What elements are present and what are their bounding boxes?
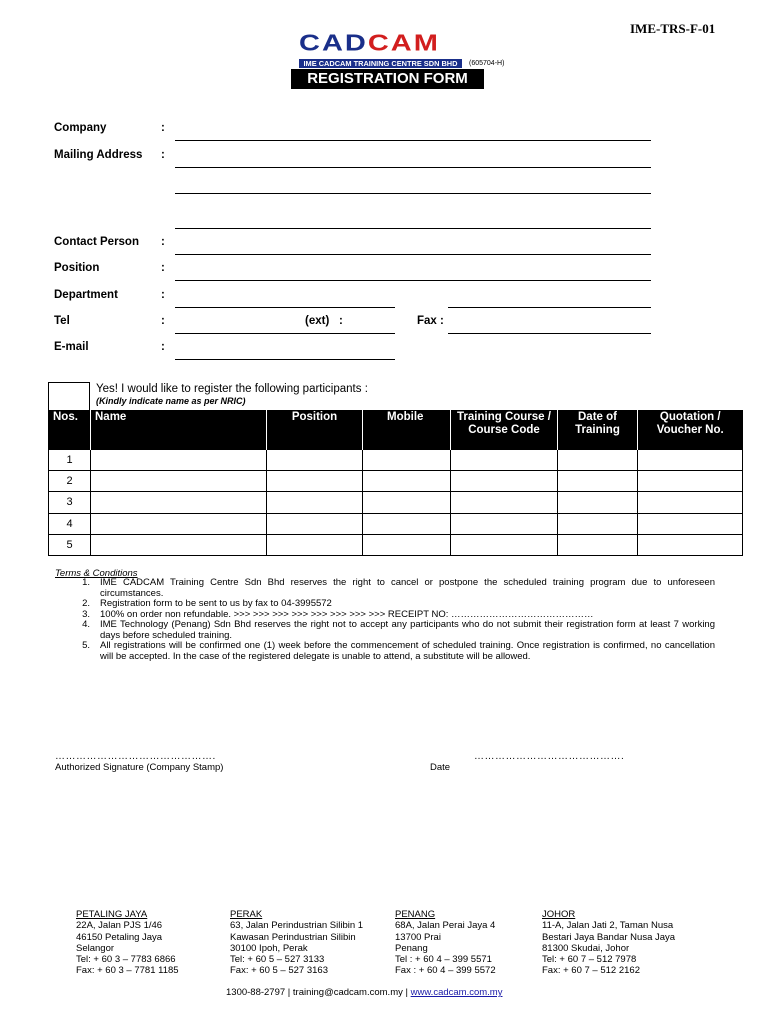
table-cell[interactable] (363, 449, 451, 470)
row-number: 4 (49, 513, 91, 534)
term-text: IME Technology (Penang) Sdn Bhd reserves the right not to accept any participants who do not submit their registration form at least 7 working days before scheduled training. (100, 619, 715, 641)
participants-table (48, 410, 743, 556)
table-cell[interactable] (363, 513, 451, 534)
office-line: Kawasan Perindustrian Silibin (230, 931, 356, 943)
office-line: 22A, Jalan PJS 1/46 (76, 920, 163, 932)
ext-label: (ext) (305, 315, 330, 327)
office-line: 30100 Ipoh, Perak (230, 942, 308, 954)
term-item (55, 599, 715, 610)
table-cell[interactable] (91, 535, 267, 556)
term-number: 5. (82, 640, 90, 651)
term-number: 2. (82, 598, 90, 609)
contact-person-label: Contact Person (54, 236, 139, 248)
office-johor (542, 909, 675, 977)
table-cell[interactable] (638, 470, 743, 491)
department-field[interactable] (175, 307, 395, 308)
register-note: (Kindly indicate name as per NRIC) (96, 396, 246, 406)
company-reg-no: (605704-H) (469, 60, 505, 67)
table-cell[interactable] (363, 492, 451, 513)
date-line[interactable]: ……………………………………. (474, 751, 625, 762)
term-item (55, 620, 715, 641)
table-cell[interactable] (638, 449, 743, 470)
register-checkbox[interactable] (48, 382, 90, 410)
table-cell[interactable] (638, 535, 743, 556)
table-row (49, 492, 743, 513)
table-header-row (49, 410, 743, 449)
colon: : (161, 289, 165, 301)
table-cell[interactable] (558, 449, 638, 470)
logo-wordmark (299, 30, 463, 57)
office-penang (395, 909, 496, 977)
office-line: Selangor (76, 942, 115, 954)
row-number: 2 (49, 470, 91, 491)
table-cell[interactable] (363, 470, 451, 491)
table-cell[interactable] (267, 449, 363, 470)
colon: : (161, 236, 165, 248)
fax-label: Fax (417, 315, 437, 327)
table-cell[interactable] (558, 470, 638, 491)
office-tel: Tel: + 60 7 – 512 7978 (542, 954, 637, 966)
table-cell[interactable] (91, 470, 267, 491)
table-cell[interactable] (558, 492, 638, 513)
form-title: REGISTRATION FORM (291, 69, 484, 89)
email-label: E-mail (54, 341, 89, 353)
table-cell[interactable] (558, 513, 638, 534)
office-line: 46150 Petaling Jaya (76, 931, 163, 943)
table-row (49, 535, 743, 556)
position-label: Position (54, 262, 100, 274)
term-text: IME CADCAM Training Centre Sdn Bhd reserves the right to cancel or postpone the scheduled training program due to unforeseen circumstances. (100, 577, 715, 599)
col-mobile: Mobile (363, 410, 451, 449)
logo-cam: CAM (367, 30, 440, 57)
office-line: 81300 Skudai, Johor (542, 942, 630, 954)
term-text: All registrations will be confirmed one (1) week before the commencement of scheduled training. Once registration is confirmed, no cancellation will be accepted. In the case of the registered delegate is unable to attend, a substitute will be allowed. (100, 640, 715, 662)
table-cell[interactable] (91, 449, 267, 470)
col-date-of-training: Date of Training (558, 410, 638, 449)
term-number: 4. (82, 619, 90, 630)
website-link[interactable]: www.cadcam.com.my (410, 987, 503, 998)
colon: : (161, 315, 165, 327)
table-row (49, 449, 743, 470)
colon: : (161, 149, 165, 161)
table-cell[interactable] (558, 535, 638, 556)
office-line: 11-A, Jalan Jati 2, Taman Nusa (542, 920, 674, 932)
register-intro: Yes! I would like to register the following participants : (96, 383, 368, 395)
table-cell[interactable] (91, 492, 267, 513)
col-training-course: Training Course / Course Code (451, 410, 558, 449)
office-line: 63, Jalan Perindustrian Silibin 1 (230, 920, 364, 932)
office-line: Bestari Jaya Bandar Nusa Jaya (542, 931, 676, 943)
colon: : (440, 315, 444, 327)
row-number: 3 (49, 492, 91, 513)
company-field[interactable] (175, 140, 651, 141)
office-fax: Fax: + 60 5 – 527 3163 (230, 965, 328, 977)
department-label: Department (54, 289, 118, 301)
row-number: 5 (49, 535, 91, 556)
table-cell[interactable] (638, 513, 743, 534)
terms-title: Terms & Conditions (55, 568, 138, 579)
fax-field[interactable] (448, 333, 651, 334)
table-cell[interactable] (267, 492, 363, 513)
colon: : (161, 122, 165, 134)
office-fax: Fax : + 60 4 – 399 5572 (395, 965, 496, 977)
footer-contact (226, 987, 502, 998)
mailing-address-field-3[interactable] (175, 228, 651, 229)
term-number: 1. (82, 577, 90, 588)
cadcam-logo (299, 30, 463, 68)
term-item (55, 641, 715, 662)
office-tel: Tel : + 60 4 – 399 5571 (395, 954, 492, 966)
office-name: PETALING JAYA (76, 909, 148, 920)
office-fax: Fax: + 60 3 – 7781 1185 (76, 965, 179, 977)
date-label: Date (430, 762, 451, 773)
mailing-address-field-2[interactable] (175, 193, 651, 194)
term-item (55, 578, 715, 599)
office-name: JOHOR (542, 909, 576, 920)
table-cell[interactable] (267, 513, 363, 534)
table-cell[interactable] (267, 470, 363, 491)
colon: : (161, 262, 165, 274)
colon: : (339, 315, 343, 327)
office-name: PENANG (395, 909, 436, 920)
footer-contact-text: 1300-88-2797 | training@cadcam.com.my | (226, 987, 408, 998)
contact-person-field[interactable] (175, 254, 651, 255)
email-field[interactable] (175, 359, 395, 360)
mailing-address-field-1[interactable] (175, 167, 651, 168)
row-number: 1 (49, 449, 91, 470)
tel-label: Tel (54, 315, 70, 327)
office-line: 68A, Jalan Perai Jaya 4 (395, 920, 496, 932)
table-cell[interactable] (451, 535, 558, 556)
term-text: 100% on order non refundable. >>> >>> >>> >>> >>> >>> >>> >>> RECEIPT NO: ……………………………………… (100, 608, 594, 620)
logo-company-bar: IME CADCAM TRAINING CENTRE SDN BHD (299, 59, 462, 68)
department-field-2[interactable] (448, 307, 651, 308)
colon: : (161, 341, 165, 353)
office-petaling-jaya (76, 909, 179, 977)
col-quotation: Quotation / Voucher No. (638, 410, 743, 449)
mailing-address-label: Mailing Address (54, 149, 143, 161)
terms-list (55, 578, 715, 662)
table-cell[interactable] (451, 449, 558, 470)
position-field[interactable] (175, 280, 651, 281)
term-number: 3. (82, 608, 90, 620)
company-label: Company (54, 122, 107, 134)
office-tel: Tel: + 60 5 – 527 3133 (230, 954, 325, 966)
office-perak (230, 909, 363, 977)
office-line: Penang (395, 942, 428, 954)
office-tel: Tel: + 60 3 – 7783 6866 (76, 954, 176, 966)
signature-line[interactable]: ………………………………………. (55, 751, 216, 762)
col-nos: Nos. (49, 410, 91, 449)
col-position: Position (267, 410, 363, 449)
tel-field[interactable] (175, 333, 395, 334)
table-row (49, 470, 743, 491)
table-cell[interactable] (267, 535, 363, 556)
logo-cad: CAD (299, 30, 368, 57)
table-cell[interactable] (363, 535, 451, 556)
col-name: Name (91, 410, 267, 449)
table-row (49, 513, 743, 534)
term-text: Registration form to be sent to us by fax to 04-3995572 (100, 598, 332, 609)
table-cell[interactable] (91, 513, 267, 534)
office-line: 13700 Prai (395, 931, 441, 943)
office-fax: Fax: + 60 7 – 512 2162 (542, 965, 640, 977)
form-code: IME-TRS-F-01 (630, 21, 716, 36)
table-cell[interactable] (638, 492, 743, 513)
table-cell[interactable] (451, 492, 558, 513)
table-cell[interactable] (451, 513, 558, 534)
table-cell[interactable] (451, 470, 558, 491)
office-name: PERAK (230, 909, 263, 920)
signature-label: Authorized Signature (Company Stamp) (55, 762, 224, 773)
